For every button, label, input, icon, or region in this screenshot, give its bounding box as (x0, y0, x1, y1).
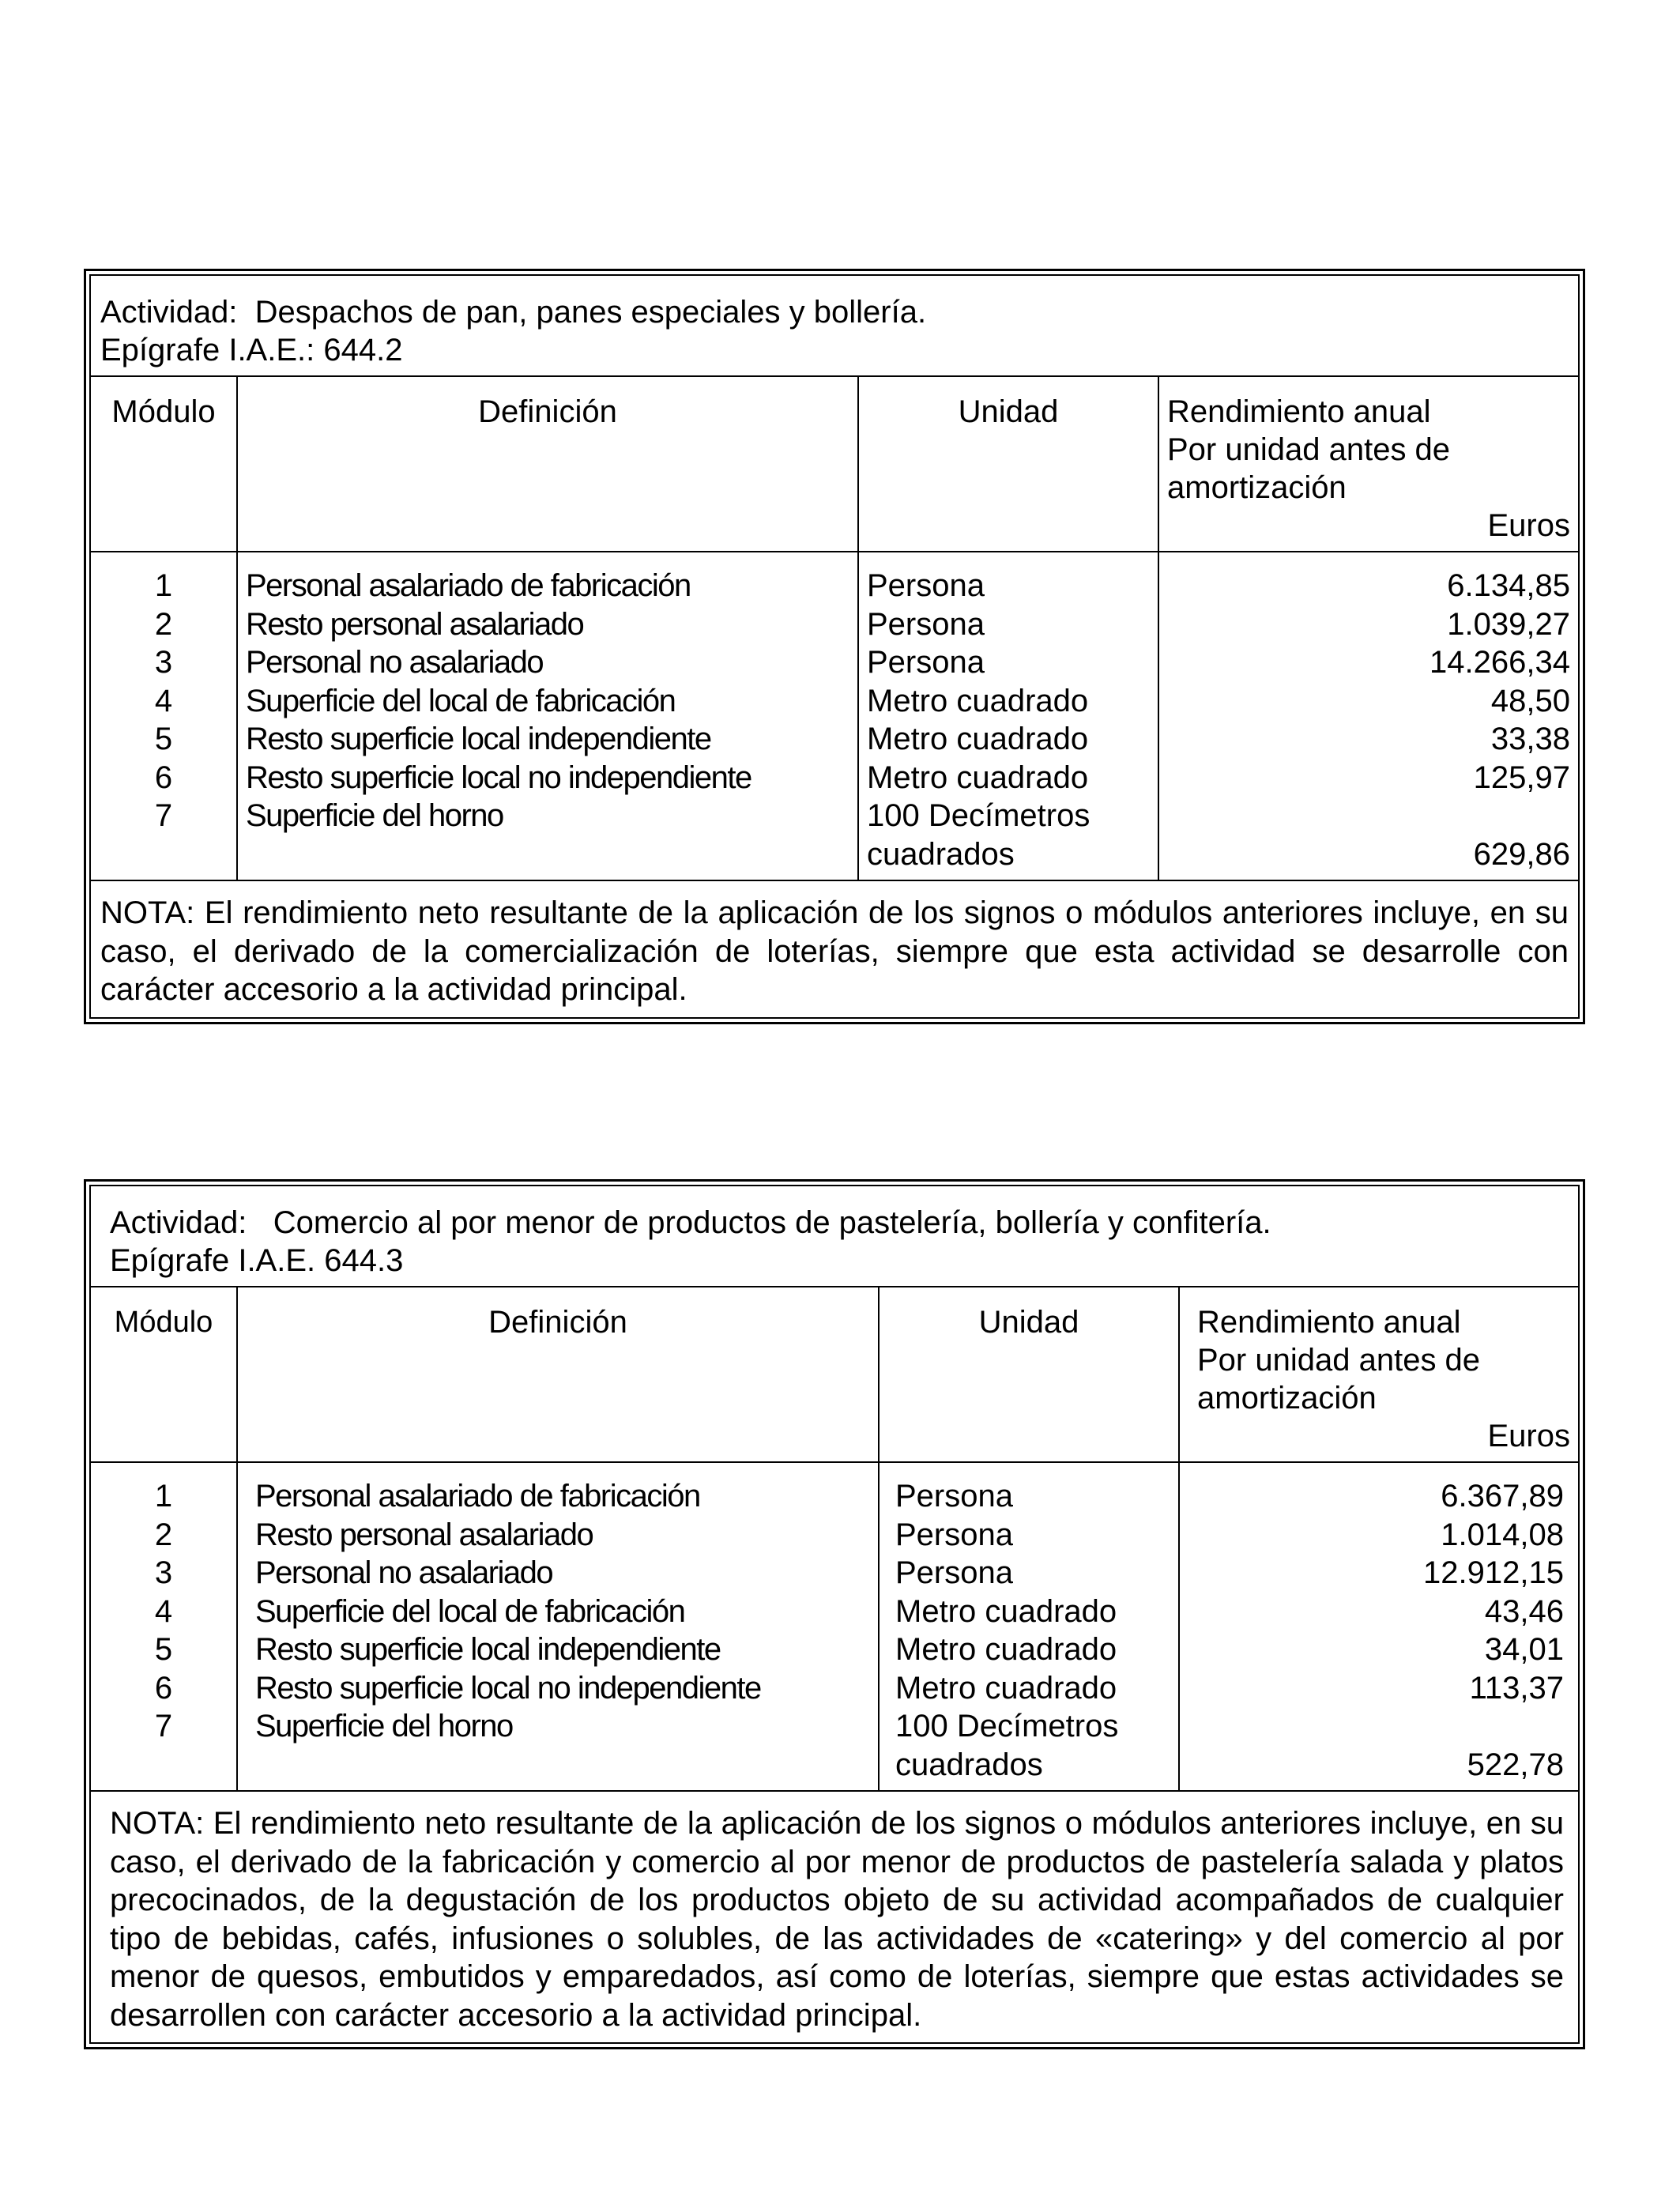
cell-unidad: Persona (895, 1479, 1013, 1514)
activity-name: Comercio al por menor de productos de pastelería, bollería y confitería. (273, 1205, 1271, 1240)
header-currency: Euros (1487, 1419, 1570, 1453)
column-modulo (91, 1463, 238, 1790)
cell-modulo: 3 (154, 645, 173, 680)
cell-modulo: 5 (154, 722, 173, 756)
cell-valor: 12.912,15 (1423, 1555, 1564, 1590)
table-frame (89, 274, 1580, 1019)
cell-valor: 43,46 (1484, 1593, 1564, 1629)
column-rendimiento (1159, 552, 1578, 880)
cell-valor: 33,38 (1490, 722, 1570, 756)
activity-header (91, 1186, 1578, 1287)
header-rendimiento-line2: Por unidad antes de (1167, 432, 1451, 467)
cell-definicion: Resto personal asalariado (255, 1517, 593, 1552)
cell-definicion: Resto superficie local independiente (255, 1632, 721, 1667)
epigrafe: Epígrafe I.A.E. 644.3 (110, 1243, 404, 1278)
activity-header (91, 276, 1578, 377)
header-unidad: Unidad (880, 1287, 1180, 1461)
cell-modulo: 2 (154, 606, 173, 642)
header-modulo: Módulo (91, 1287, 238, 1461)
column-definicion (238, 552, 859, 880)
cell-unidad: Persona (867, 645, 985, 680)
cell-definicion: Personal asalariado de fabricación (246, 568, 691, 603)
column-headers (91, 1287, 1578, 1463)
cell-valor: 6.367,89 (1441, 1479, 1564, 1514)
cell-definicion: Superficie del horno (255, 1709, 513, 1744)
cell-modulo: 2 (154, 1517, 173, 1552)
table-2 (84, 1179, 1585, 2049)
cell-unidad-cont: cuadrados (867, 836, 1015, 872)
header-rendimiento-line1: Rendimiento anual (1197, 1305, 1461, 1340)
cell-valor: 125,97 (1473, 760, 1570, 795)
cell-unidad: Metro cuadrado (867, 722, 1089, 756)
column-headers (91, 377, 1578, 552)
table-body (91, 1463, 1578, 1790)
cell-modulo: 4 (154, 683, 173, 718)
cell-valor: 113,37 (1469, 1670, 1564, 1706)
cell-valor-spacer (1167, 797, 1570, 835)
table-body (91, 552, 1578, 880)
activity-name: Despachos de pan, panes especiales y bollería. (254, 295, 927, 330)
header-unidad: Unidad (859, 377, 1159, 551)
cell-unidad: 100 Decímetros (867, 798, 1090, 833)
column-unidad (859, 552, 1159, 880)
cell-modulo: 6 (154, 1670, 173, 1706)
column-definicion (238, 1463, 880, 1790)
cell-unidad: Persona (895, 1517, 1013, 1552)
column-modulo (91, 552, 238, 880)
cell-valor: 1.014,08 (1441, 1517, 1564, 1552)
cell-definicion: Personal asalariado de fabricación (255, 1479, 700, 1514)
cell-definicion: Resto superficie local no independiente (255, 1670, 761, 1706)
table-frame (89, 1185, 1580, 2044)
cell-definicion: Superficie del local de fabricación (246, 683, 676, 718)
activity-label: Actividad: (110, 1205, 247, 1240)
header-modulo: Módulo (91, 377, 238, 551)
cell-valor: 629,86 (1473, 836, 1570, 872)
cell-definicion: Resto personal asalariado (246, 606, 584, 642)
cell-modulo: 5 (154, 1632, 173, 1667)
cell-unidad: Persona (895, 1555, 1013, 1590)
header-definicion: Definición (238, 377, 859, 551)
cell-unidad: Persona (867, 606, 985, 642)
cell-modulo: 4 (154, 1593, 173, 1629)
cell-unidad: Metro cuadrado (895, 1670, 1117, 1706)
table-note: NOTA: El rendimiento neto resultante de la aplicación de los signos o módulos anteriores incluye, en su caso, el derivado de la fabricación y comercio al por menor de productos de pastelería salada y platos precocinados, de la degustación de los productos objeto de su actividad acompañados de cualquier tipo de bebidas, cafés, infusiones o solubles, de las actividades de «catering» y del comercio al por menor de quesos, embutidos y emparedados, así como de loterías, siempre que estas actividades se desarrollen con carácter accesorio a la actividad principal. (91, 1790, 1578, 2042)
cell-definicion: Personal no asalariado (255, 1555, 553, 1590)
cell-modulo: 1 (154, 568, 173, 603)
column-unidad (880, 1463, 1180, 1790)
cell-definicion: Superficie del local de fabricación (255, 1593, 685, 1629)
cell-modulo: 7 (154, 1709, 173, 1744)
cell-unidad: Metro cuadrado (895, 1593, 1117, 1629)
cell-modulo: 7 (154, 798, 173, 833)
header-rendimiento-line3: amortización (1197, 1381, 1377, 1416)
cell-valor: 14.266,34 (1430, 645, 1570, 680)
cell-unidad: Metro cuadrado (895, 1632, 1117, 1667)
activity-line (110, 1204, 1569, 1242)
activity-line (100, 293, 1569, 331)
cell-valor: 48,50 (1490, 683, 1570, 718)
cell-valor-spacer (1188, 1707, 1564, 1746)
cell-unidad: Metro cuadrado (867, 683, 1089, 718)
cell-definicion: Superficie del horno (246, 798, 503, 833)
cell-definicion: Resto superficie local no independiente (246, 760, 751, 795)
cell-valor: 34,01 (1484, 1632, 1564, 1667)
header-definicion: Definición (238, 1287, 880, 1461)
cell-modulo: 6 (154, 760, 173, 795)
cell-unidad: Persona (867, 568, 985, 603)
cell-unidad: Metro cuadrado (867, 760, 1089, 795)
table-1 (84, 269, 1585, 1024)
column-rendimiento (1180, 1463, 1578, 1790)
header-rendimiento-line1: Rendimiento anual (1167, 394, 1431, 429)
cell-modulo: 1 (154, 1479, 173, 1514)
epigrafe: Epígrafe I.A.E.: 644.2 (100, 333, 403, 368)
activity-label: Actividad: (100, 295, 238, 330)
cell-modulo: 3 (154, 1555, 173, 1590)
header-currency: Euros (1487, 508, 1570, 543)
header-rendimiento (1159, 377, 1578, 551)
cell-valor: 6.134,85 (1447, 568, 1570, 603)
cell-unidad-cont: cuadrados (895, 1747, 1043, 1782)
cell-unidad: 100 Decímetros (895, 1709, 1119, 1744)
cell-valor: 522,78 (1467, 1747, 1564, 1782)
header-rendimiento (1180, 1287, 1578, 1461)
cell-definicion: Personal no asalariado (246, 645, 544, 680)
header-rendimiento-line2: Por unidad antes de (1197, 1343, 1481, 1378)
table-note: NOTA: El rendimiento neto resultante de la aplicación de los signos o módulos anteriores incluye, en su caso, el derivado de la comercialización de loterías, siempre que esta actividad se desarrolle con carácter accesorio a la actividad principal. (91, 880, 1578, 1017)
cell-definicion: Resto superficie local independiente (246, 722, 711, 756)
cell-valor: 1.039,27 (1447, 606, 1570, 642)
header-rendimiento-line3: amortización (1167, 470, 1347, 505)
